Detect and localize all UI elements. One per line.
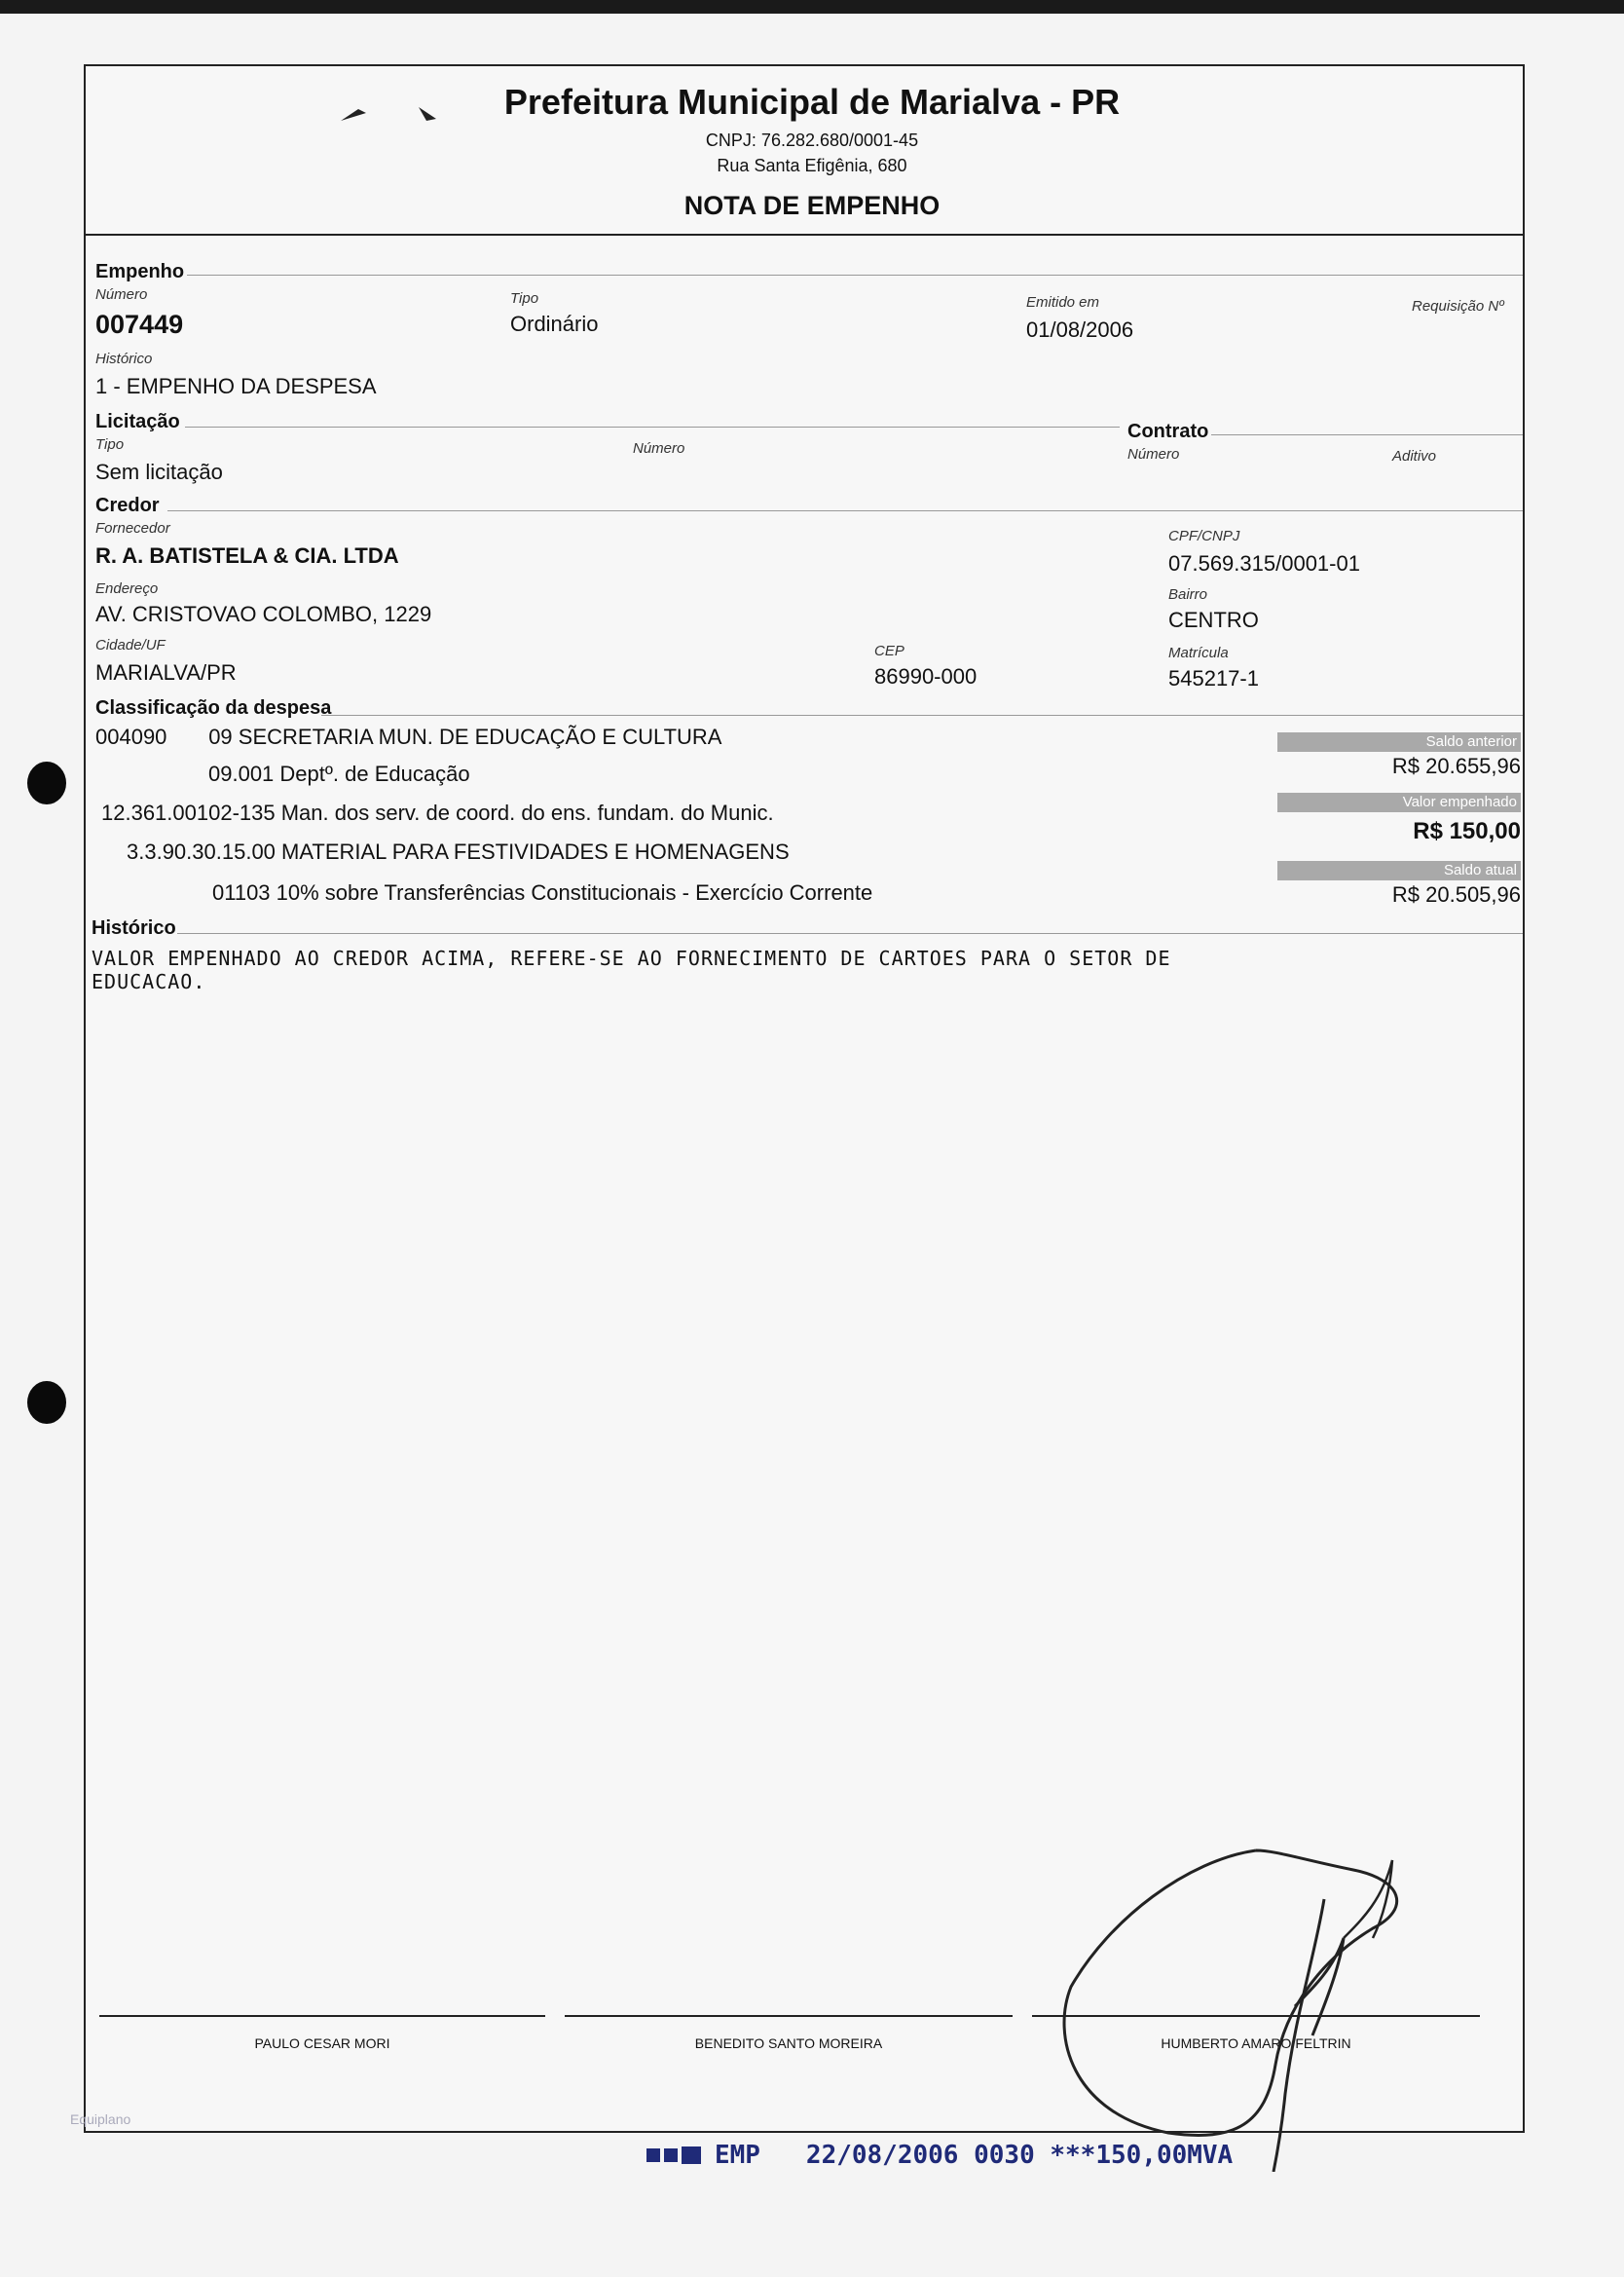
saldo-atual-value: R$ 20.505,96 [1391,882,1521,907]
section-licitacao: Licitação [95,411,180,432]
signature-line [99,2015,545,2017]
classificacao-line: 01103 10% sobre Transferências Constitucionais - Exercício Corrente [212,880,873,905]
aditivo-label: Aditivo [1392,448,1437,465]
requisicao-label: Requisição Nº [1412,298,1504,315]
signatory-name: HUMBERTO AMARO FELTRIN [1161,2035,1351,2051]
historico-label: Histórico [95,351,153,367]
empenho-historico: 1 - EMPENHO DA DESPESA [95,374,377,398]
section-divider [1211,434,1523,435]
historico-text: EDUCACAO. [92,970,206,993]
section-classificacao: Classificação da despesa [95,697,332,719]
matricula-value: 545217-1 [1168,666,1259,691]
saldo-anterior-value: R$ 20.655,96 [1391,754,1521,778]
cidade-label: Cidade/UF [95,637,166,653]
section-credor: Credor [95,495,160,516]
classificacao-line: 12.361.00102-135 Man. dos serv. de coord. do ens. fundam. do Munic. [101,801,774,825]
cep-label: CEP [874,643,904,659]
scan-top-band [0,0,1624,14]
section-historico: Histórico [92,917,176,939]
signature-line [565,2015,1013,2017]
signatory-name: BENEDITO SANTO MOREIRA [694,2035,883,2051]
classificacao-line: 004090 09 SECRETARIA MUN. DE EDUCAÇÃO E CULTURA [95,725,722,749]
classificacao-line: 3.3.90.30.15.00 MATERIAL PARA FESTIVIDADES E HOMENAGENS [127,840,790,864]
cpf-value: 07.569.315/0001-01 [1168,551,1360,576]
section-divider [185,427,1120,428]
saldo-anterior-label: Saldo anterior [1277,732,1521,752]
bairro-value: CENTRO [1168,608,1259,632]
fornecedor-label: Fornecedor [95,520,170,537]
fornecedor-value: R. A. BATISTELA & CIA. LTDA [95,543,399,568]
endereco-label: Endereço [95,580,159,597]
section-divider [187,275,1523,276]
saldo-atual-label: Saldo atual [1277,861,1521,880]
cep-value: 86990-000 [874,664,978,689]
tipo-value: Ordinário [510,312,599,336]
cidade-value: MARIALVA/PR [95,660,237,685]
software-watermark: Equiplano [70,2111,131,2127]
section-empenho: Empenho [95,261,185,282]
punch-hole [27,1381,66,1424]
register-stamp: EMP 22/08/2006 0030 ***150,00MVA [715,2141,1234,2170]
licitacao-tipo-label: Tipo [95,436,125,453]
punch-hole [27,762,66,804]
section-divider [321,715,1523,716]
endereco-value: AV. CRISTOVAO COLOMBO, 1229 [95,602,432,626]
tipo-label: Tipo [510,290,539,307]
section-divider [167,510,1523,511]
section-divider [177,933,1523,934]
cnpj-line: CNPJ: 76.282.680/0001-45 [705,131,919,150]
classificacao-line: 09.001 Deptº. de Educação [208,762,470,786]
licitacao-tipo: Sem licitação [95,460,223,484]
empenho-number: 007449 [95,310,184,339]
historico-text: VALOR EMPENHADO AO CREDOR ACIMA, REFERE-SE AO FORNECIMENTO DE CARTOES PARA O SETOR DE [92,947,1171,970]
section-contrato: Contrato [1127,421,1209,442]
cpf-label: CPF/CNPJ [1168,528,1240,544]
valor-empenhado-label: Valor empenhado [1277,793,1521,812]
page-title: Prefeitura Municipal de Marialva - PR [503,82,1121,122]
licitacao-numero-label: Número [633,440,685,457]
handwritten-signature [1052,1841,1460,2172]
document-title: NOTA DE EMPENHO [683,191,941,220]
emitido-label: Emitido em [1026,294,1100,311]
contrato-numero-label: Número [1127,446,1180,463]
valor-empenhado-value: R$ 150,00 [1413,818,1521,844]
bairro-label: Bairro [1168,586,1208,603]
header-divider [84,234,1525,236]
address-line: Rua Santa Efigênia, 680 [717,156,907,175]
emitido-value: 01/08/2006 [1026,317,1134,342]
numero-label: Número [95,286,148,303]
stamp-mark-icon [646,2145,709,2168]
signatory-name: PAULO CESAR MORI [254,2035,390,2051]
matricula-label: Matrícula [1168,645,1229,661]
